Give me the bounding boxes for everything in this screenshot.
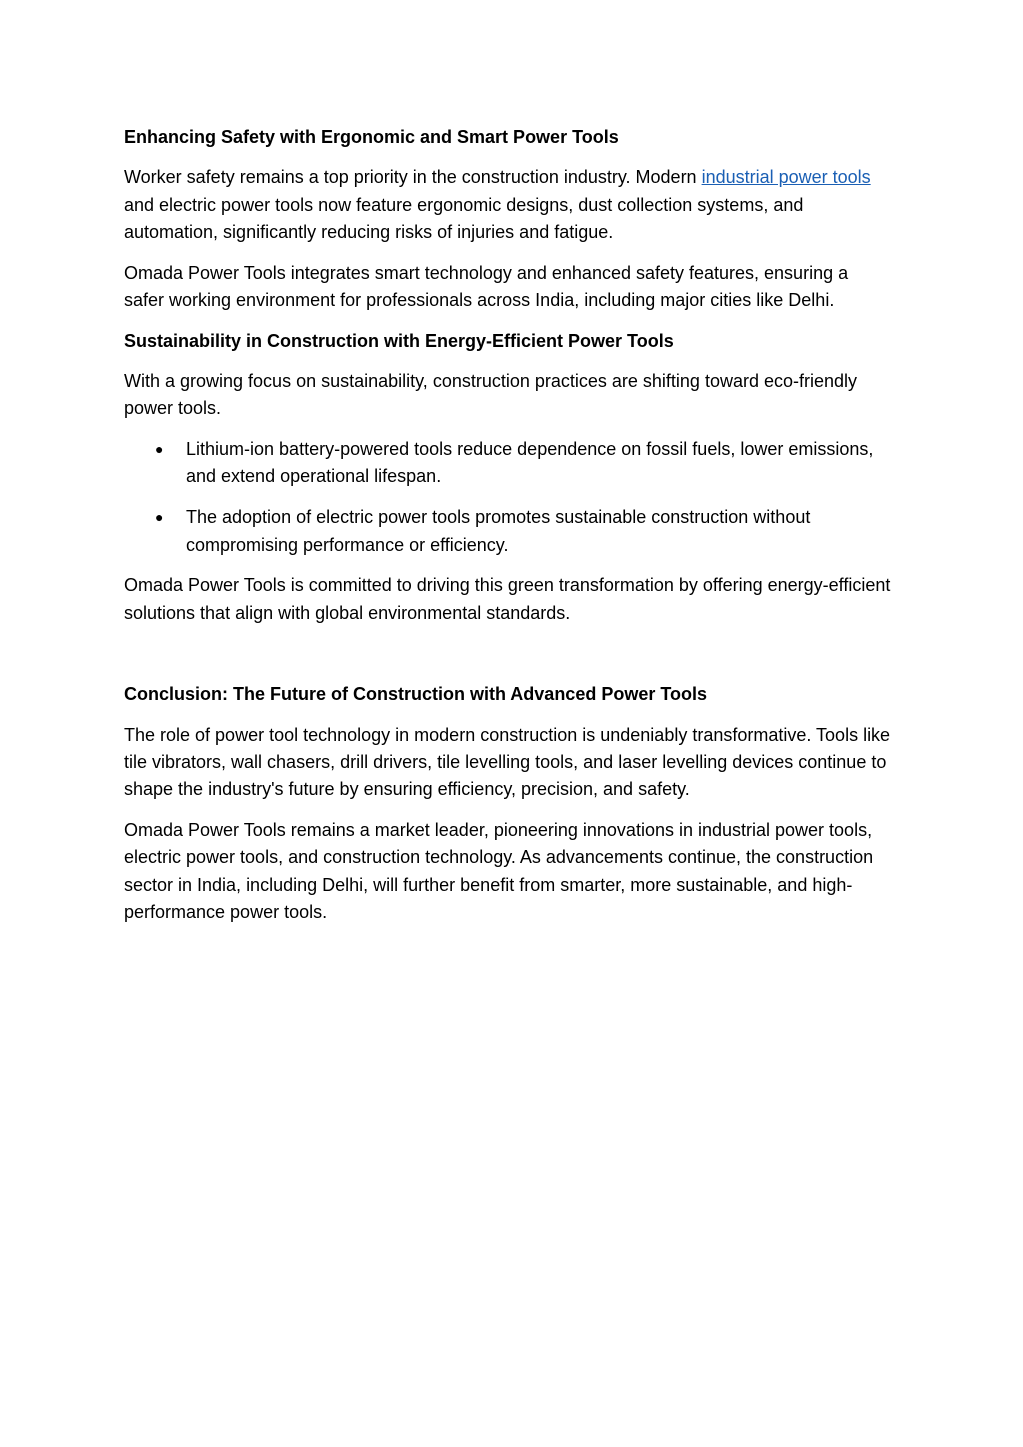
list-item-text: Lithium-ion battery-powered tools reduce dependence on fossil fuels, lower emissions, and extend operational lifespan. xyxy=(186,439,874,487)
paragraph-text: Worker safety remains a top priority in the construction industry. Modern xyxy=(124,167,702,188)
bullet-icon: ● xyxy=(155,441,164,458)
paragraph-conclusion-1: The role of power tool technology in modern construction is undeniably transformative. Tools like tile vibrators, wall chasers, drill drivers, tile levelling tools, and laser levelling devices continue to shape the industry's future by ensuring efficiency, precision, and safety. xyxy=(124,724,891,800)
industrial-power-tools-link[interactable]: industrial power tools xyxy=(701,167,871,188)
section-heading-sustainability: Sustainability in Construction with Energy-Efficient Power Tools xyxy=(124,330,674,351)
section-spacer xyxy=(124,640,892,681)
section-heading-safety: Enhancing Safety with Ergonomic and Smart Power Tools xyxy=(124,127,619,147)
paragraph-text: and electric power tools now feature ergonomic designs, dust collection systems, and automation, significantly reducing risks of injuries and fatigue. xyxy=(124,194,804,242)
bullet-list xyxy=(124,436,892,559)
paragraph-conclusion-2: Omada Power Tools remains a market leader, pioneering innovations in industrial power tools, electric power tools, and construction technology. As advancements continue, the construction sector in India, including Delhi, will further benefit from smarter, more sustainable, and high-performance power tools. xyxy=(124,820,874,923)
paragraph-safety-1 xyxy=(124,164,892,246)
paragraph-safety-2: Omada Power Tools integrates smart technology and enhanced safety features, ensuring a safer working environment for professionals across India, including major cities like Delhi. xyxy=(124,262,849,310)
document-body xyxy=(124,124,892,940)
paragraph-sustainability-intro: With a growing focus on sustainability, construction practices are shifting toward eco-friendly power tools. xyxy=(124,371,858,419)
list-item-text: The adoption of electric power tools promotes sustainable construction without compromising performance or efficiency. xyxy=(186,507,811,555)
paragraph-sustainability-closing: Omada Power Tools is committed to driving this green transformation by offering energy-efficient solutions that align with global environmental standards. xyxy=(124,575,891,623)
list-item xyxy=(124,436,892,491)
list-item xyxy=(124,504,892,559)
section-heading-conclusion: Conclusion: The Future of Construction with Advanced Power Tools xyxy=(124,684,708,705)
bullet-icon: ● xyxy=(155,509,164,526)
